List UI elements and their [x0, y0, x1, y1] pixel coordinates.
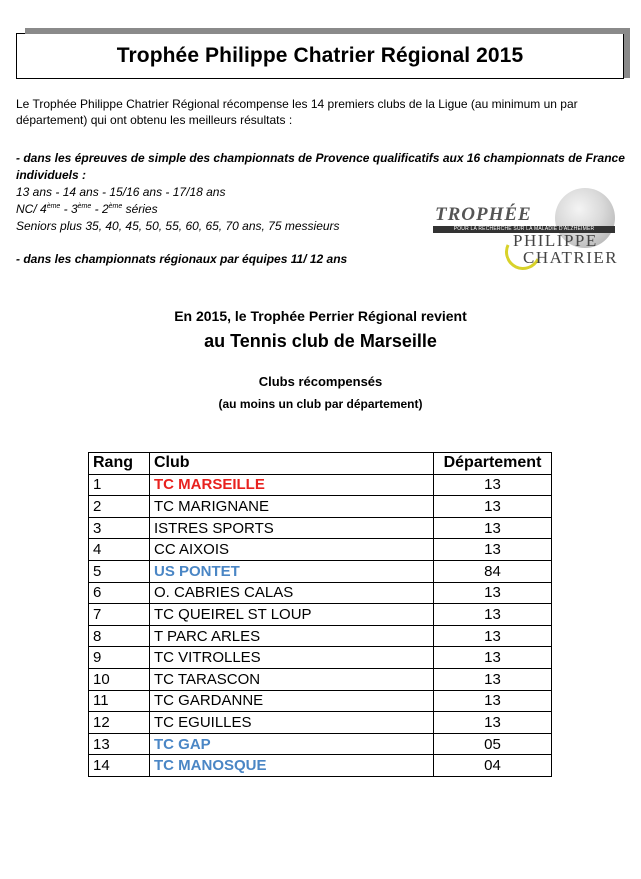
header-club: Club — [150, 453, 434, 475]
rang-cell: 13 — [89, 733, 150, 755]
subhead-1: Clubs récompensés — [258, 374, 383, 389]
departement-cell: 13 — [434, 496, 552, 518]
logo-word-trophee: TROPHÉE — [435, 204, 532, 225]
departement-cell: 13 — [434, 690, 552, 712]
criteria-line-3-sup1: ème — [46, 203, 61, 210]
table-row — [89, 690, 552, 712]
club-cell: TC TARASCON — [150, 668, 434, 690]
rang-cell: 7 — [89, 604, 150, 626]
intro-paragraph: Le Trophée Philippe Chatrier Régional récompense les 14 premiers clubs de la Ligue (au minimum un par département) qui ont obtenu les meilleurs résultats : — [16, 97, 578, 127]
rang-cell: 10 — [89, 668, 150, 690]
departement-cell: 04 — [434, 755, 552, 777]
table-row — [89, 582, 552, 604]
rang-cell: 8 — [89, 625, 150, 647]
title-box — [16, 33, 624, 79]
club-cell: TC MARSEILLE — [150, 474, 434, 496]
club-cell: US PONTET — [150, 560, 434, 582]
logo-band: POUR LA RECHERCHE SUR LA MALADIE D'ALZHEIMER — [433, 226, 615, 233]
criteria-line-3-sup3: ème — [108, 203, 123, 210]
departement-cell: 05 — [434, 733, 552, 755]
departement-cell: 13 — [434, 668, 552, 690]
table-row — [89, 755, 552, 777]
departement-cell: 13 — [434, 712, 552, 734]
table-row — [89, 604, 552, 626]
rang-cell: 14 — [89, 755, 150, 777]
club-cell: TC GAP — [150, 733, 434, 755]
logo-word-chatrier: CHATRIER — [523, 248, 619, 267]
departement-cell: 13 — [434, 582, 552, 604]
headline-1: En 2015, le Trophée Perrier Régional revient — [174, 308, 467, 324]
rang-cell: 3 — [89, 517, 150, 539]
club-cell: TC EGUILLES — [150, 712, 434, 734]
table-row — [89, 712, 552, 734]
departement-cell: 13 — [434, 604, 552, 626]
rang-cell: 11 — [89, 690, 150, 712]
club-cell: TC GARDANNE — [150, 690, 434, 712]
club-cell: T PARC ARLES — [150, 625, 434, 647]
departement-cell: 13 — [434, 474, 552, 496]
table-row — [89, 733, 552, 755]
page-title: Trophée Philippe Chatrier Régional 2015 — [116, 44, 524, 67]
criteria-line-5: - dans les championnats régionaux par équipes 11/ 12 ans — [16, 252, 348, 266]
table-row — [89, 539, 552, 561]
criteria-line-3-c: - 2 — [91, 202, 109, 216]
club-cell: CC AIXOIS — [150, 539, 434, 561]
clubs-table — [88, 452, 552, 777]
club-cell: ISTRES SPORTS — [150, 517, 434, 539]
table-header-row — [89, 453, 552, 475]
criteria-line-3-d: séries — [122, 202, 158, 216]
headline-2: au Tennis club de Marseille — [204, 331, 437, 351]
club-cell: O. CABRIES CALAS — [150, 582, 434, 604]
trophee-logo — [433, 190, 625, 270]
criteria-line-3-a: NC/ 4 — [16, 202, 47, 216]
departement-cell: 13 — [434, 625, 552, 647]
header-rang: Rang — [89, 453, 150, 475]
subhead-2: (au moins un club par département) — [218, 397, 423, 411]
club-cell: TC QUEIREL ST LOUP — [150, 604, 434, 626]
rang-cell: 12 — [89, 712, 150, 734]
criteria-line-1: - dans les épreuves de simple des championnats de Provence qualificatifs aux 16 championnats de France individuels : — [16, 151, 625, 182]
club-cell: TC MANOSQUE — [150, 755, 434, 777]
table-body — [89, 474, 552, 776]
table-row — [89, 647, 552, 669]
club-cell: TC MARIGNANE — [150, 496, 434, 518]
table-row — [89, 474, 552, 496]
rang-cell: 2 — [89, 496, 150, 518]
header-departement: Département — [434, 453, 552, 475]
rang-cell: 5 — [89, 560, 150, 582]
table-row — [89, 560, 552, 582]
rang-cell: 9 — [89, 647, 150, 669]
criteria-line-2: 13 ans - 14 ans - 15/16 ans - 17/18 ans — [16, 185, 226, 199]
table-row — [89, 668, 552, 690]
criteria-line-3-b: - 3 — [60, 202, 78, 216]
rang-cell: 4 — [89, 539, 150, 561]
departement-cell: 13 — [434, 647, 552, 669]
departement-cell: 13 — [434, 539, 552, 561]
rang-cell: 1 — [89, 474, 150, 496]
rang-cell: 6 — [89, 582, 150, 604]
table-row — [89, 517, 552, 539]
criteria-line-4: Seniors plus 35, 40, 45, 50, 55, 60, 65, 70 ans, 75 messieurs — [16, 219, 340, 233]
table-row — [89, 625, 552, 647]
departement-cell: 84 — [434, 560, 552, 582]
table-row — [89, 496, 552, 518]
criteria-line-3-sup2: ème — [77, 203, 92, 210]
departement-cell: 13 — [434, 517, 552, 539]
logo-word-philippe: PHILIPPE — [513, 231, 598, 250]
club-cell: TC VITROLLES — [150, 647, 434, 669]
